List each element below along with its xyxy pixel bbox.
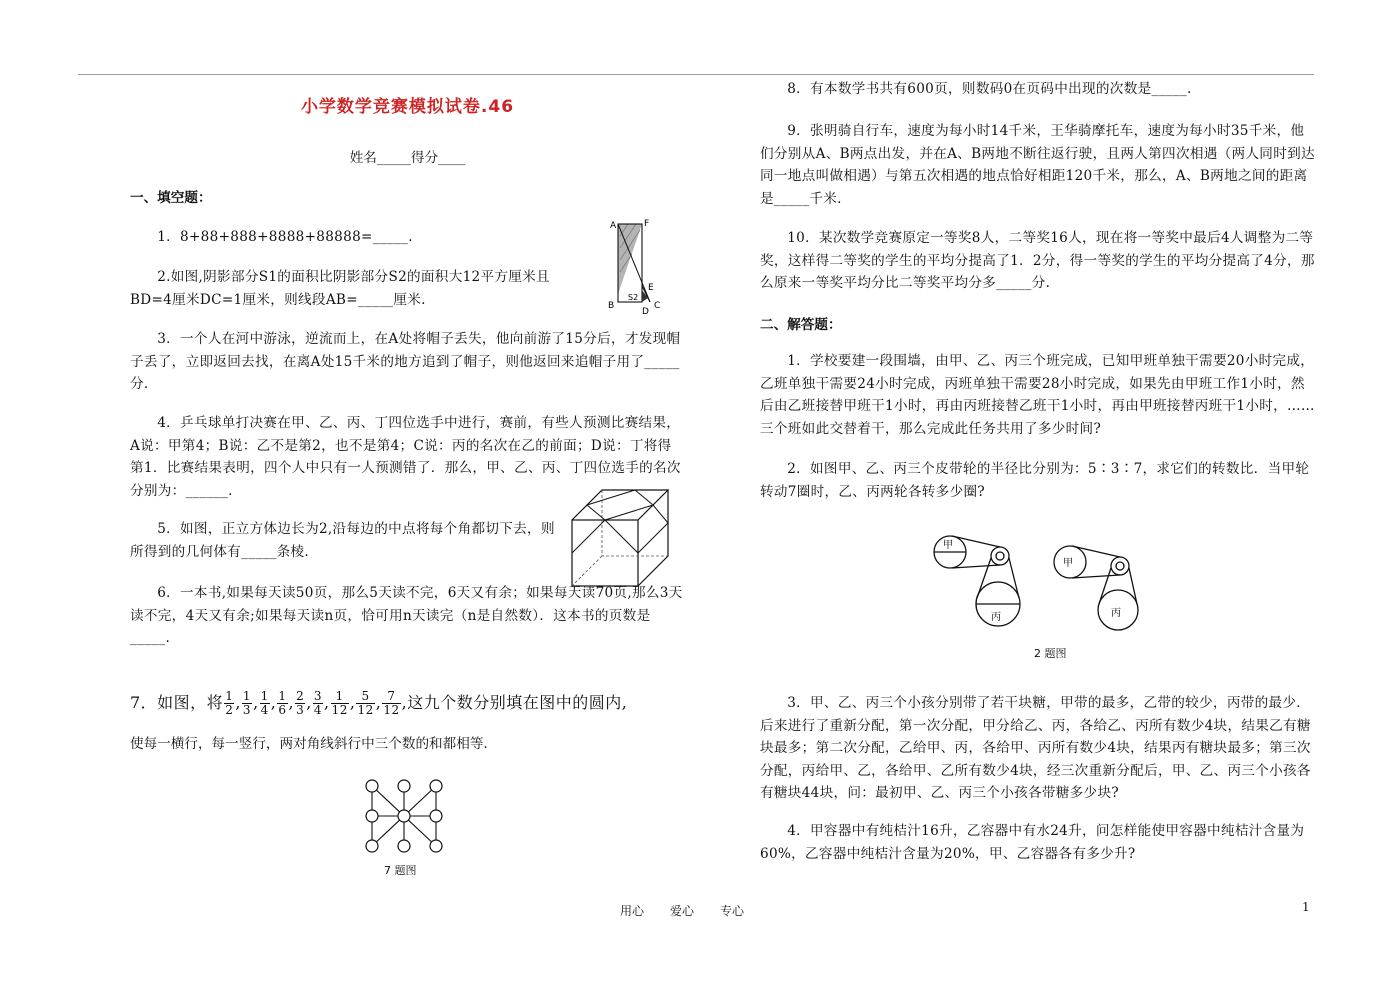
fraction-5 [295,690,305,717]
problem-3: 3．甲、乙、丙三个小孩分别带了若干块糖，甲带的最多，乙带的较少，丙带的最少．后来进行了重新分配，第一次分配，甲分给乙、丙，各给乙、丙所有数少4块，结果乙有糖块最多；第二次分配，乙给甲、丙，各给甲、丙所有数少4块，结果丙有糖块最多；第三次分配，丙给甲、乙，各给甲、乙所有数少4块，经三次重新分配后，甲、乙、丙三个小孩各有糖块44块，问：最初甲、乙、丙三个小孩各带糖多少块? [760,695,1311,801]
figure-pulleys-caption: 2 题图 [1034,647,1067,660]
fraction-7 [331,690,349,717]
problem-4: 4．甲容器中有纯桔汁16升，乙容器中有水24升，问怎样能使甲容器中纯桔汁含量为60%，乙容器中纯桔汁含量为20%，甲、乙容器各有多少升? [760,823,1305,862]
fraction-separator: , [288,693,295,712]
fraction-denominator: 12 [357,703,374,717]
fraction-denominator: 3 [242,703,252,717]
figure-q2-triangle [606,216,666,316]
pulley-label-bing-1: 丙 [991,612,1001,623]
fraction-numerator: 5 [356,690,374,704]
fraction-separator: , [349,693,356,712]
fraction-denominator: 2 [225,703,234,717]
fraction-3 [260,690,270,717]
question-4: 4．乒乓球单打决赛在甲、乙、丙、丁四位选手中进行，赛前，有些人预测比赛结果，A说：甲第4；B说：乙不是第2，也不是第4；C说：丙的名次在乙的前面；D说：丁将得第1．比赛结果表明，四个人中只有一人预测错了．那么，甲、乙、丙、丁四位选手的名次分别为：______. [130,415,681,499]
fraction-separator: , [270,693,277,712]
fraction-separator: , [253,693,259,712]
fraction-separator: , [375,693,382,712]
figure-q7-grid [362,776,446,856]
fraction-numerator: 1 [260,689,269,703]
fraction-denominator: 6 [278,703,287,717]
fraction-denominator: 4 [260,703,269,717]
problem-2: 2．如图甲、乙、丙三个皮带轮的半径比分别为：5∶3∶7，求它们的转数比．当甲轮转动7圈时，乙、丙两轮各转多少圈? [760,461,1310,500]
section-fill-in-heading: 一、填空题： [130,190,212,206]
fraction-4 [277,690,287,717]
footer-item-3: 专心 [720,904,745,918]
pulley-label-jia-2: 甲 [1063,558,1073,569]
footer-item-2: 爱心 [670,904,695,918]
question-7-suffix: 这九个数分别填在图中的圆内, [407,693,628,712]
header-rule [78,74,1314,75]
page-number: 1 [1302,900,1310,914]
pulley-label-jia-1: 甲 [943,540,953,551]
label-C: C [654,301,661,311]
fraction-denominator: 4 [313,703,322,717]
fraction-numerator: 1 [225,689,234,703]
fraction-denominator: 3 [296,703,305,717]
fraction-6 [313,690,323,717]
figure-q7-caption: 7 题图 [384,864,417,877]
fraction-numerator: 1 [331,690,349,704]
fraction-2 [242,690,252,717]
question-7-line2: 使每一横行，每一竖行，两对角线斜行中三个数的和都相等. [130,736,488,752]
pulley-label-bing-2: 丙 [1111,608,1121,619]
figure-q5-cube [566,484,672,596]
footer-item-1: 用心 [620,904,645,918]
fraction-denominator: 12 [383,703,400,717]
fraction-separator: , [401,693,408,712]
fraction-numerator: 3 [313,689,322,703]
fraction-numerator: 1 [242,689,252,703]
fraction-separator: , [235,693,241,712]
fraction-denominator: 12 [331,703,348,717]
fraction-numerator: 2 [296,689,305,703]
fraction-numerator: 7 [382,690,400,704]
question-2: 2.如图,阴影部分S1的面积比阴影部分S2的面积大12平方厘米且BD=4厘米DC=1厘米，则线段AB=_____厘米. [130,269,550,308]
question-7-prefix: 7．如图，将 [130,693,224,712]
question-8: 8．有本数学书共有600页，则数码0在页码中出现的次数是_____. [787,81,1192,97]
paper-title: 小学数学竞赛模拟试卷.46 [300,97,515,117]
label-S2: S2 [628,293,639,302]
fraction-separator: , [306,693,312,712]
fraction-numerator: 1 [278,689,287,703]
question-5: 5．如图，正立方体边长为2,沿每边的中点将每个角都切下去，则所得到的几何体有_____条棱. [130,521,555,560]
name-score-line: 姓名_____得分____ [349,150,466,166]
problem-1: 1．学校要建一段围墙，由甲、乙、丙三个班完成，已知甲班单独干需要20小时完成，乙班单独干需要24小时完成，丙班单独干需要28小时完成，如果先由甲班工作1小时，然后由乙班接替甲班干1小时，再由丙班接替乙班干1小时，再由甲班接替丙班干1小时，……三个班如此交替着干，那么完成此任务共用了多少时间? [760,353,1315,437]
label-D: D [642,307,649,316]
fraction-8 [356,690,374,717]
label-B: B [608,301,615,311]
fraction-1 [224,690,234,717]
label-E: E [648,283,654,293]
figure-pulleys [930,532,1150,642]
fraction-separator: , [324,693,330,712]
label-F: F [644,219,650,229]
fraction-9 [382,690,400,717]
question-7-fractions [223,689,408,717]
question-6: 6．一本书,如果每天读50页，那么5天读不完，6天又有余；如果每天读70页,那么3天读不完，4天又有余;如果每天读n页，恰可用n天读完（n是自然数）．这本书的页数是_____. [130,585,683,646]
question-9: 9．张明骑自行车，速度为每小时14千米，王华骑摩托车，速度为每小时35千米，他们分别从A、B两点出发，并在A、B两地不断往返行驶，且两人第四次相遇（两人同时到达同一地点叫做相遇）与第五次相遇的地点恰好相距120千米，那么，A、B两地之间的距离是_____千米. [760,123,1315,207]
section-answer-heading: 二、解答题： [760,317,842,333]
label-A: A [610,221,617,231]
question-1: 1．8+88+888+8888+88888=_____. [157,229,413,245]
question-10: 10．某次数学竞赛原定一等奖8人，二等奖16人，现在将一等奖中最后4人调整为二等奖，这样得二等奖的学生的平均分提高了1．2分，得一等奖的学生的平均分提高了4分，那么原来一等奖平均分比二等奖平均分多_____分. [760,230,1315,291]
question-7 [130,690,627,717]
question-3: 3．一个人在河中游泳，逆流而上，在A处将帽子丢失，他向前游了15分后，才发现帽子丢了，立即返回去找，在离A处15千米的地方追到了帽子，则他返回来追帽子用了_____分. [130,331,681,392]
